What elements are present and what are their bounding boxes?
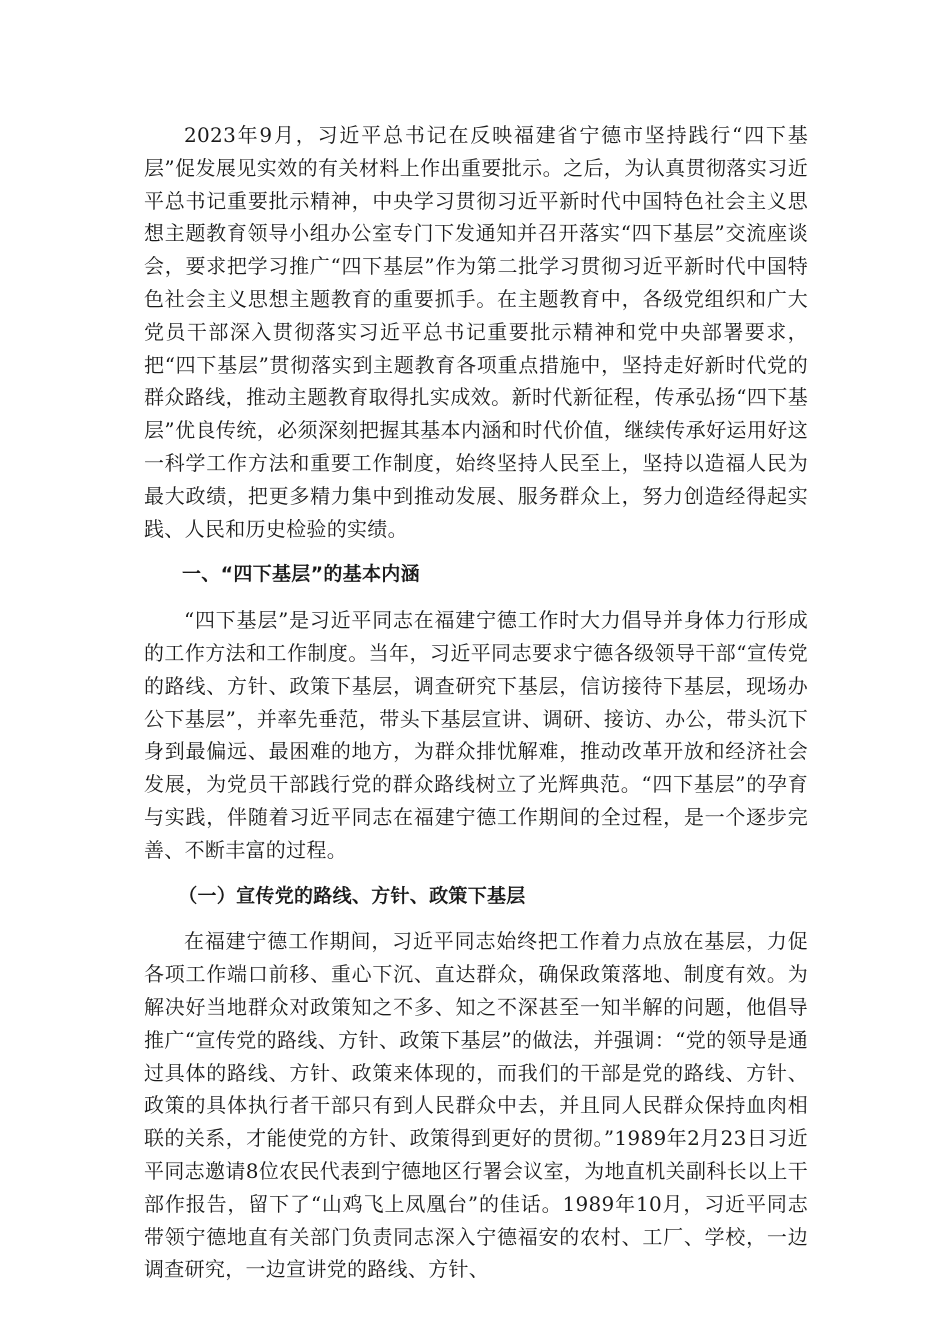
paragraph-policy-promotion: 在福建宁德工作期间，习近平同志始终把工作着力点放在基层，力促各项工作端口前移、重心下沉、直达群众，确保政策落地、制度有效。为解决好当地群众对政策知之不多、知之不深甚至一知半解的问题，他倡导推广“宣传党的路线、方针、政策下基层”的做法，并强调：“党的领导是通过具体的路线、方针、政策来体现的，而我们的干部是党的路线、方针、政策的具体执行者干部只有到人民群众中去，并且同人民群众保持血肉相联的关系，才能使党的方针、政策得到更好的贯彻。”1989年2月23日习近平同志邀请8位农民代表到宁德地区行署会议室，为地直机关副科长以上干部作报告，留下了“山鸡飞上凤凰台”的佳话。1989年10月，习近平同志带领宁德地直有关部门负责同志深入宁德福安的农村、工厂、学校，一边调查研究，一边宣讲党的路线、方针、 xyxy=(144,929,808,1282)
section-heading-basic-connotation: 一、“四下基层”的基本内涵 xyxy=(182,563,420,586)
document-body xyxy=(144,119,808,1299)
paragraph-four-down: “四下基层”是习近平同志在福建宁德工作时大力倡导并身体力行形成的工作方法和工作制度。当年，习近平同志要求宁德各级领导干部“宣传党的路线、方针、政策下基层，调查研究下基层，信访接待下基层，现场办公下基层”，并率先垂范，带头下基层宣讲、调研、接访、办公，带头沉下身到最偏远、最困难的地方，为群众排忧解难，推动改革开放和经济社会发展，为党员干部践行党的群众路线树立了光辉典范。“四下基层”的孕育与实践，伴随着习近平同志在福建宁德工作期间的全过程，是一个逐步完善、不断丰富的过程。 xyxy=(144,608,808,862)
paragraph-intro: 2023年9月，习近平总书记在反映福建省宁德市坚持践行“四下基层”促发展见实效的有关材料上作出重要批示。之后，为认真贯彻落实习近平总书记重要批示精神，中央学习贯彻习近平新时代中国特色社会主义思想主题教育领导小组办公室专门下发通知并召开落实“四下基层”交流座谈会，要求把学习推广“四下基层”作为第二批学习贯彻习近平新时代中国特色社会主义思想主题教育的重要抓手。在主题教育中，各级党组织和广大党员干部深入贯彻落实习近平总书记重要批示精神和党中央部署要求，把“四下基层”贯彻落实到主题教育各项重点措施中，坚持走好新时代党的群众路线，推动主题教育取得扎实成效。新时代新征程，传承弘扬“四下基层”优良传统，必须深刻把握其基本内涵和时代价值，继续传承好运用好这一科学工作方法和重要工作制度，始终坚持人民至上，坚持以造福人民为最大政绩，把更多精力集中到推动发展、服务群众上，努力创造经得起实践、人民和历史检验的实绩。 xyxy=(144,123,808,541)
subsection-heading-policy-promotion: （一）宣传党的路线、方针、政策下基层 xyxy=(178,884,526,907)
